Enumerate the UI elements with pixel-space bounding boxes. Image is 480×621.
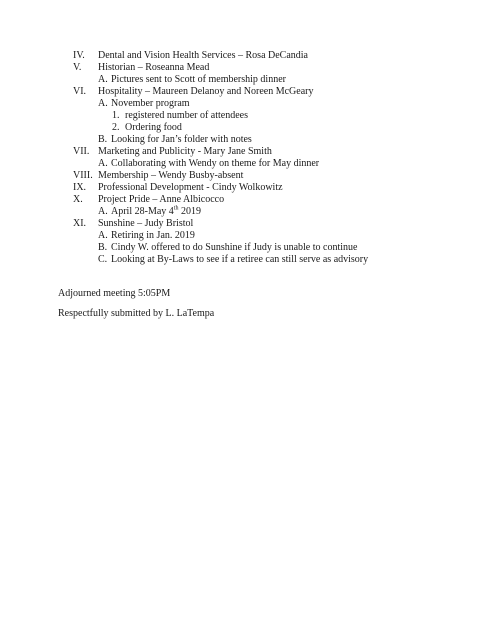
subsection-letter: A. [98,158,108,169]
section-title: Project Pride – Anne Albicocco [98,194,225,205]
subsection-text [111,98,190,110]
subsection-letter: A. [98,74,108,85]
subsection-text-sup: th [173,205,179,212]
section-numeral: IV. [73,50,85,61]
subsection-row [0,74,480,86]
subsection-text [111,242,357,254]
subsection-text-main: Pictures sent to Scott of membership dinner [111,74,286,85]
subsection-text-main: November program [111,98,190,109]
section-row [0,50,480,62]
section-numeral: IX. [73,182,87,193]
subsection-text-main: Collaborating with Wendy on theme for May dinner [111,158,320,169]
subsection-letter: A. [98,206,108,217]
submitted-by-line: Respectfully submitted by L. LaTempa [58,308,215,319]
subsection-text [111,206,201,218]
section-numeral: VIII. [73,170,93,181]
subsection-row [0,206,480,218]
subsection-text-main: Retiring in Jan. 2019 [111,230,195,241]
section-numeral: VI. [73,86,87,97]
section-title: Marketing and Publicity - Mary Jane Smith [98,146,272,157]
subsection-row [0,254,480,266]
section-row [0,182,480,194]
agenda-list [0,50,480,266]
section-numeral: X. [73,194,83,205]
subsection-row [0,158,480,170]
subsection-text-main: Looking for Jan’s folder with notes [111,134,252,145]
section-row [0,62,480,74]
section-row [0,170,480,182]
adjourned-line: Adjourned meeting 5:05PM [58,288,171,299]
section-title: Sunshine – Judy Bristol [98,218,194,229]
section-row [0,218,480,230]
section-numeral: VII. [73,146,90,157]
section-title: Professional Development - Cindy Wolkowitz [98,182,283,193]
sub-item-row [0,122,480,134]
subsection-row [0,98,480,110]
section-numeral: V. [73,62,82,73]
subsection-letter: C. [98,254,108,265]
subsection-text-main: Looking at By-Laws to see if a retiree can still serve as advisory [111,254,369,265]
sub-item-number: 2. [112,122,120,133]
subsection-text [111,158,319,170]
section-title: Historian – Roseanna Mead [98,62,210,73]
sub-item-text: registered number of attendees [125,110,249,121]
subsection-letter: A. [98,230,108,241]
sub-item-row [0,110,480,122]
sub-item-number: 1. [112,110,120,121]
subsection-row [0,230,480,242]
section-row [0,86,480,98]
subsection-row [0,242,480,254]
subsection-text-main: Cindy W. offered to do Sunshine if Judy is unable to continue [111,242,358,253]
subsection-letter: A. [98,98,108,109]
section-title: Dental and Vision Health Services – Rosa DeCandia [98,50,308,61]
subsection-text [111,230,195,242]
subsection-text-main: April 28-May 4 [111,206,174,217]
sub-item-text: Ordering food [125,122,182,133]
section-title: Hospitality – Maureen Delanoy and Noreen McGeary [98,86,314,97]
section-row [0,194,480,206]
section-row [0,146,480,158]
section-numeral: XI. [73,218,87,229]
section-title: Membership – Wendy Busby-absent [98,170,244,181]
subsection-row [0,134,480,146]
subsection-text [111,74,286,86]
subsection-letter: B. [98,242,108,253]
subsection-text-tail: 2019 [178,206,201,217]
subsection-letter: B. [98,134,108,145]
subsection-text [111,254,368,266]
subsection-text [111,134,252,146]
